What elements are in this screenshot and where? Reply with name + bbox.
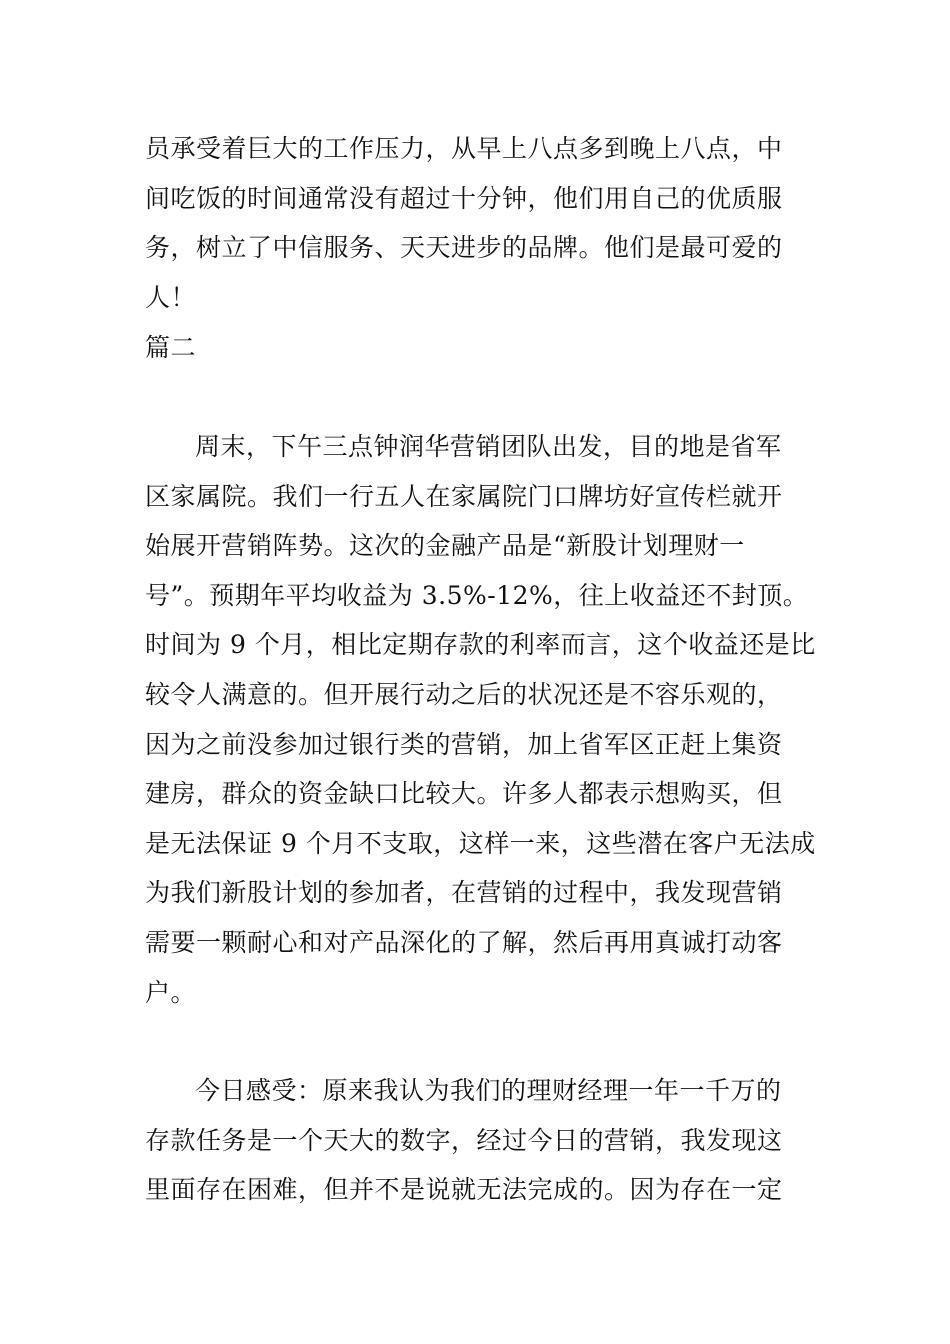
text-line: 时间为 9 个月，相比定期存款的利率而言，这个收益还是比 [145,630,816,660]
text-line: 建房，群众的资金缺口比较大。许多人都表示想购买，但 [145,779,783,809]
text-line: 今日感受：原来我认为我们的理财经理一年一千万的 [195,1076,782,1105]
section-heading [145,323,807,373]
text-line: 存款任务是一个天大的数字，经过今日的营销，我发现这 [145,1125,783,1155]
text-line: 员承受着巨大的工作压力，从早上八点多到晚上八点，中 [145,134,783,163]
text-line: 是无法保证 9 个月不支取，这样一来，这些潜在客户无法成 [145,828,816,858]
text-line: 较令人满意的。但开展行动之后的状况还是不容乐观的， [145,679,783,709]
text-line: 号”。预期年平均收益为 3.5%-12%，往上收益还不封顶。 [145,580,809,610]
text-line: 务，树立了中信服务、天天进步的品牌。他们是最可爱的 [145,233,783,263]
text-line: 人！ [145,282,197,312]
section-heading-text: 篇二 [145,333,197,362]
text-line: 需要一颗耐心和对产品深化的了解，然后再用真诚打动客 [145,927,783,957]
paragraph-weekend-marketing [145,422,816,1017]
text-line: 里面存在困难，但并不是说就无法完成的。因为存在一定 [145,1175,783,1205]
paragraph-continued [145,124,807,322]
text-line: 因为之前没参加过银行类的营销，加上省军区正赶上集资 [145,729,783,759]
text-line: 周末，下午三点钟润华营销团队出发，目的地是省军 [195,432,782,461]
text-line: 间吃饭的时间通常没有超过十分钟，他们用自己的优质服 [145,183,783,213]
text-line: 为我们新股计划的参加者，在营销的过程中，我发现营销 [145,878,783,908]
text-line: 始展开营销阵势。这次的金融产品是“新股计划理财一 [145,531,745,561]
text-line: 户。 [145,977,197,1007]
text-line: 区家属院。我们一行五人在家属院门口牌坊好宣传栏就开 [145,481,783,511]
paragraph-today-feelings [145,1066,807,1215]
